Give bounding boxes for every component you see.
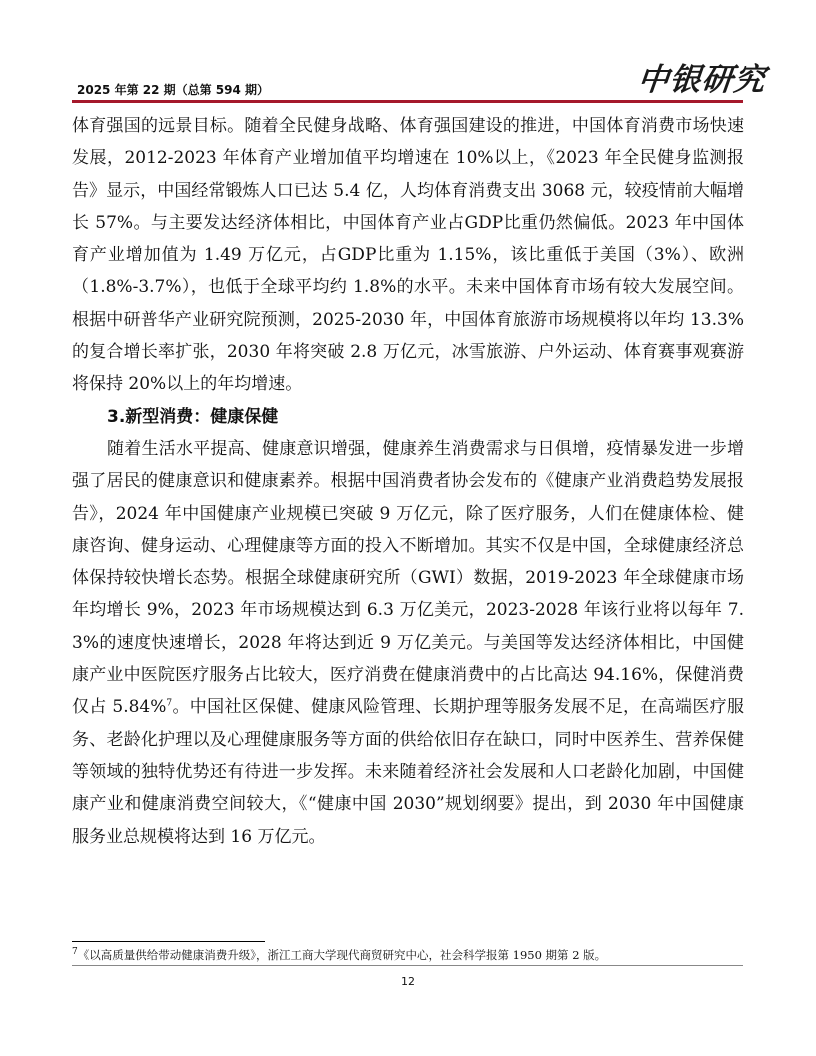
brand-logo: 中银研究 bbox=[635, 62, 768, 98]
header-divider bbox=[72, 100, 743, 103]
section-heading: 3.新型消费：健康保健 bbox=[107, 406, 279, 427]
paragraph-text-part1: 随着生活水平提高、健康意识增强，健康养生消费需求与日俱增，疫情暴发进一步增强了居民的健康意识和健康素养。根据中国消费者协会发布的《健康产业消费趋势发展报告》，2024 年中国健康产业规模已突破 9 万亿元，除了医疗服务，人们在健康体检、健康咨询、健身运动、心理健康等方面的投入不断增加。其实不仅是中国，全球健康经济总体保持较快增长态势。根据全球健康研究所（GWI）数据，2019-2023 年全球健康市场年均增长 9%，2023 年市场规模达到 6.3 万亿美元，2023-2028 年该行业将以每年 7.3%的速度快速增长，2028 年将达到近 9 万亿美元。与美国等发达经济体相比，中国健康产业中医院医疗服务占比较大，医疗消费在健康消费中的占比高达 94.16%，保健消费仅占 5.84% bbox=[72, 438, 744, 718]
footer-divider bbox=[72, 965, 743, 966]
footnote-divider bbox=[72, 941, 265, 942]
footnote-reference[interactable]: 7 bbox=[166, 698, 173, 709]
page-number: 12 bbox=[401, 975, 415, 988]
article-body bbox=[72, 110, 744, 853]
footnote-marker: 7 bbox=[72, 947, 78, 958]
issue-label: 2025 年第 22 期（总第 594 期） bbox=[77, 83, 270, 97]
footnote bbox=[72, 947, 744, 963]
footnote-text: 《以高质量供给带动健康消费升级》，浙江工商大学现代商贸研究中心，社会科学报第 1950 期第 2 版。 bbox=[77, 948, 607, 962]
paragraph-health-consumption bbox=[72, 433, 744, 853]
paragraph-sports-consumption: 体育强国的远景目标。随着全民健身战略、体育强国建设的推进，中国体育消费市场快速发展，2012-2023 年体育产业增加值平均增速在 10%以上，《2023 年全民健身监测报告》显示，中国经常锻炼人口已达 5.4 亿，人均体育消费支出 3068 元，较疫情前大幅增长 57%。与主要发达经济体相比，中国体育产业占GDP比重仍然偏低。2023 年中国体育产业增加值为 1.49 万亿元，占GDP比重为 1.15%，该比重低于美国（3%）、欧洲（1.8%-3.7%），也低于全球平均约 1.8%的水平。未来中国体育市场有较大发展空间。根据中研普华产业研究院预测，2025-2030 年，中国体育旅游市场规模将以年均 13.3%的复合增长率扩张，2030 年将突破 2.8 万亿元，冰雪旅游、户外运动、体育赛事观赛游将保持 20%以上的年均增速。 bbox=[72, 116, 744, 395]
paragraph-text-part2: 。中国社区保健、健康风险管理、长期护理等服务发展不足，在高端医疗服务、老龄化护理以及心理健康服务等方面的供给依旧存在缺口，同时中医养生、营养保健等领域的独特优势还有待进一步发挥。未来随着经济社会发展和人口老龄化加剧，中国健康产业和健康消费空间较大，《“健康中国 2030”规划纲要》提出，到 2030 年中国健康服务业总规模将达到 16 万亿元。 bbox=[72, 697, 744, 847]
